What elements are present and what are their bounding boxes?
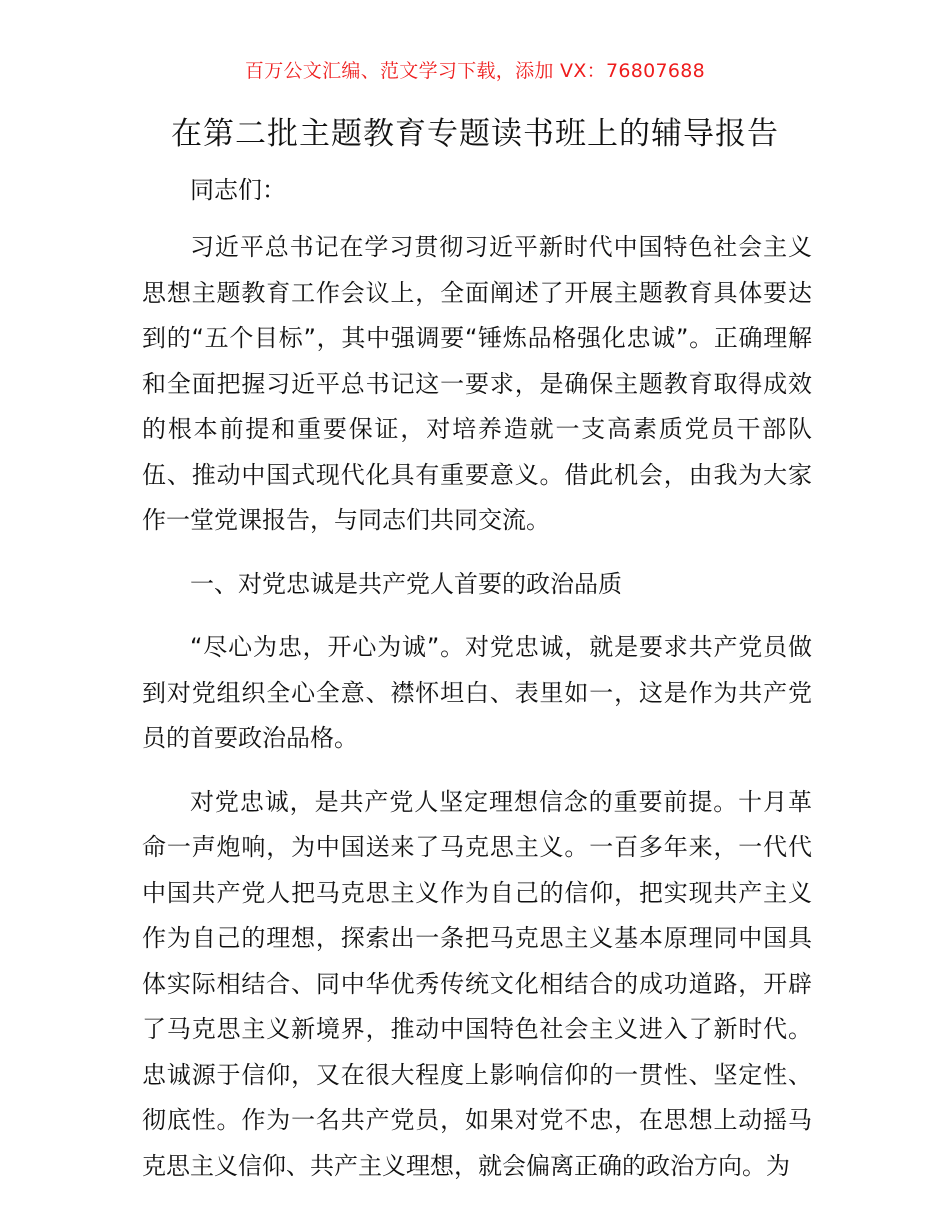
promo-header: 百万公文汇编、范文学习下载，添加 VX：76807688 — [244, 60, 706, 82]
document-title: 在第二批主题教育专题读书班上的辅导报告 — [171, 116, 779, 152]
paragraph-loyalty-definition: “尽心为忠，开心为诚”。对党忠诚，就是要求共产党员做到对党组织全心全意、襟怀坦白、表里如一，这是作为共产党员的首要政治品格。 — [142, 633, 812, 752]
document-body — [142, 225, 812, 1207]
section-heading-1: 一、对党忠诚是共产党人首要的政治品质 — [190, 569, 622, 598]
paragraph-intro: 习近平总书记在学习贯彻习近平新时代中国特色社会主义思想主题教育工作会议上，全面阐述了开展主题教育具体要达到的“五个目标”，其中强调要“锤炼品格强化忠诚”。正确理解和全面把握习近平总书记这一要求，是确保主题教育取得成效的根本前提和重要保证，对培养造就一支高素质党员干部队伍、推动中国式现代化具有重要意义。借此机会，由我为大家作一堂党课报告，与同志们共同交流。 — [142, 233, 812, 534]
paragraph-loyalty-belief: 对党忠诚，是共产党人坚定理想信念的重要前提。十月革命一声炮响，为中国送来了马克思主义。一百多年来，一代代中国共产党人把马克思主义作为自己的信仰，把实现共产主义作为自己的理想，探索出一条把马克思主义基本原理同中国具体实际相结合、同中华优秀传统文化相结合的成功道路，开辟了马克思主义新境界，推动中国特色社会主义进入了新时代。忠诚源于信仰，又在很大程度上影响信仰的一贯性、坚定性、彻底性。作为一名共产党员，如果对党不忠，在思想上动摇马克思主义信仰、共产主义理想，就会偏离正确的政治方向。为 — [142, 787, 812, 1180]
greeting: 同志们： — [190, 176, 286, 204]
